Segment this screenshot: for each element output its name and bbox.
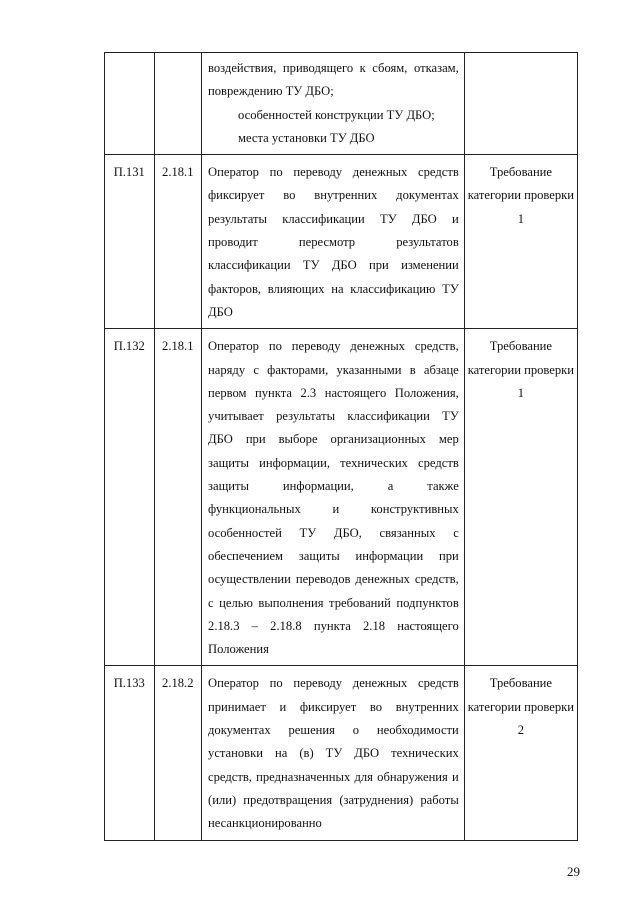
row-paragraph: места установки ТУ ДБО <box>238 130 375 145</box>
row-number: П.131 <box>105 155 155 329</box>
requirements-table <box>104 52 578 841</box>
row-number: П.132 <box>105 329 155 666</box>
row-reference: 2.18.1 <box>154 329 202 666</box>
row-requirement: Требование категории проверки 1 <box>464 155 577 329</box>
row-paragraph: воздействия, приводящего к сбоям, отказам, повреждению ТУ ДБО; <box>208 61 459 99</box>
table-row <box>105 53 578 155</box>
row-text <box>202 155 465 329</box>
table-row <box>105 666 578 840</box>
row-text <box>202 666 465 840</box>
row-number: П.133 <box>105 666 155 840</box>
row-text <box>202 329 465 666</box>
row-requirement: Требование категории проверки 2 <box>464 666 577 840</box>
row-paragraph: особенностей конструкции ТУ ДБО; <box>238 107 435 122</box>
row-paragraph: Оператор по переводу денежных средств фиксирует во внутренних документах результаты классификации ТУ ДБО и проводит пересмотр результатов классификации ТУ ДБО при изменении факторов, влияющих на классификацию ТУ ДБО <box>208 165 459 319</box>
table-row <box>105 329 578 666</box>
row-requirement <box>464 53 577 155</box>
row-reference: 2.18.2 <box>154 666 202 840</box>
row-reference <box>154 53 202 155</box>
row-text <box>202 53 465 155</box>
table-row <box>105 155 578 329</box>
row-reference: 2.18.1 <box>154 155 202 329</box>
row-number <box>105 53 155 155</box>
row-requirement: Требование категории проверки 1 <box>464 329 577 666</box>
row-paragraph: Оператор по переводу денежных средств, наряду с факторами, указанными в абзаце первом пункта 2.3 настоящего Положения, учитывает результаты классификации ТУ ДБО при выборе организационных мер защиты информации, технических средств защиты информации, а также функциональных и конструктивных особенностей ТУ ДБО, связанных с обеспечением защиты информации при осуществлении переводов денежных средств, с целью выполнения требований подпунктов 2.18.3 – 2.18.8 пункта 2.18 настоящего Положения <box>208 339 459 657</box>
row-paragraph: Оператор по переводу денежных средств принимает и фиксирует во внутренних документах решения о необходимости установки на (в) ТУ ДБО технических средств, предназначенных для обнаружения и (или) предотвращения (затруднения) работы несанкционированно <box>208 676 459 831</box>
page-number: 29 <box>567 864 580 879</box>
